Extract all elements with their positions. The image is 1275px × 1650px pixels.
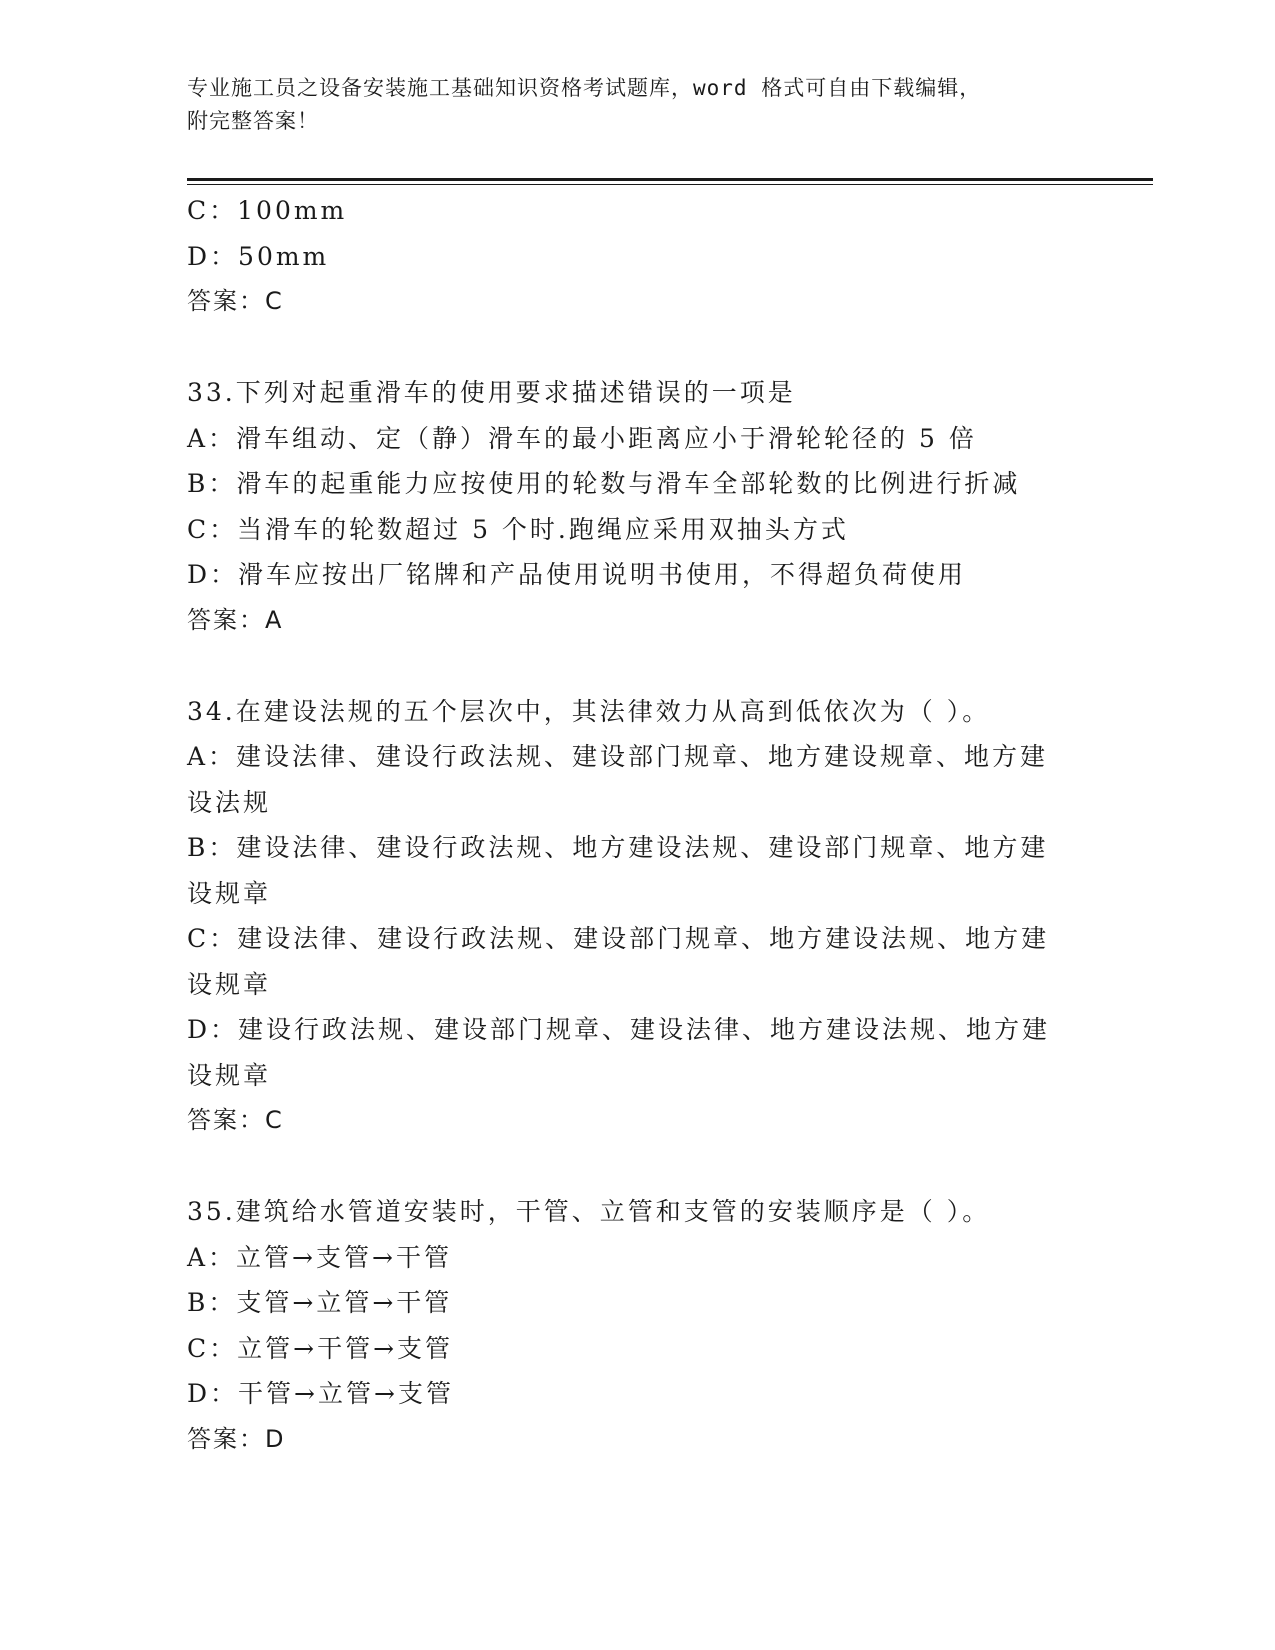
q35-option-b: B：支管→立管→干管 [187, 1288, 453, 1317]
q32-answer: 答案：C [187, 287, 284, 315]
question-33 [187, 370, 1087, 643]
question-32-tail [187, 188, 1087, 325]
q34-option-c-line-2: 设规章 [187, 969, 272, 999]
q34-option-b-line-2: 设规章 [187, 878, 272, 908]
question-list [187, 188, 1087, 1462]
q34-option-c-line-1: C：建设法律、建设行政法规、建设部门规章、地方建设法规、地方建 [187, 924, 1050, 953]
q32-option-d: D：50mm [187, 241, 330, 271]
q34-stem: 34.在建设法规的五个层次中，其法律效力从高到低依次为（ ）。 [187, 696, 991, 726]
q34-option-b-line-1: B：建设法律、建设行政法规、地方建设法规、建设部门规章、地方建 [187, 833, 1049, 862]
q32-option-c: C：100mm [187, 196, 348, 225]
question-34 [187, 689, 1087, 1144]
q34-option-a-line-1: A：建设法律、建设行政法规、建设部门规章、地方建设规章、地方建 [187, 742, 1049, 771]
q35-option-a: A：立管→支管→干管 [187, 1242, 452, 1272]
q34-option-a-line-2: 设法规 [187, 787, 272, 817]
header-line-2: 附完整答案！ [187, 109, 319, 133]
q33-option-d: D：滑车应按出厂铭牌和产品使用说明书使用，不得超负荷使用 [187, 560, 967, 589]
q35-stem: 35.建筑给水管道安装时，干管、立管和支管的安装顺序是（ ）。 [187, 1197, 991, 1226]
q34-answer: 答案：C [187, 1106, 284, 1134]
q35-option-d: D：干管→立管→支管 [187, 1379, 454, 1408]
q35-option-c: C：立管→干管→支管 [187, 1333, 454, 1363]
q33-option-c: C：当滑车的轮数超过 5 个时.跑绳应采用双抽头方式 [187, 514, 849, 544]
spacer [187, 1144, 1087, 1190]
question-35 [187, 1189, 1087, 1462]
q33-stem: 33.下列对起重滑车的使用要求描述错误的一项是 [187, 378, 796, 407]
header-line-1: 专业施工员之设备安装施工基础知识资格考试题库，word 格式可自由下载编辑， [187, 76, 982, 100]
q35-answer: 答案：D [187, 1424, 286, 1453]
document-header [187, 72, 1087, 138]
spacer [187, 643, 1087, 689]
q33-option-a: A：滑车组动、定（静）滑车的最小距离应小于滑轮轮径的 5 倍 [187, 423, 977, 453]
spacer [187, 325, 1087, 371]
q34-option-d-line-1: D：建设行政法规、建设部门规章、建设法律、地方建设法规、地方建 [187, 1015, 1051, 1044]
q33-answer: 答案：A [187, 605, 284, 634]
q33-option-b: B：滑车的起重能力应按使用的轮数与滑车全部轮数的比例进行折减 [187, 469, 1021, 498]
header-rule-thin [187, 184, 1153, 185]
q34-option-d-line-2: 设规章 [187, 1060, 272, 1090]
header-rule-thick [187, 178, 1153, 181]
